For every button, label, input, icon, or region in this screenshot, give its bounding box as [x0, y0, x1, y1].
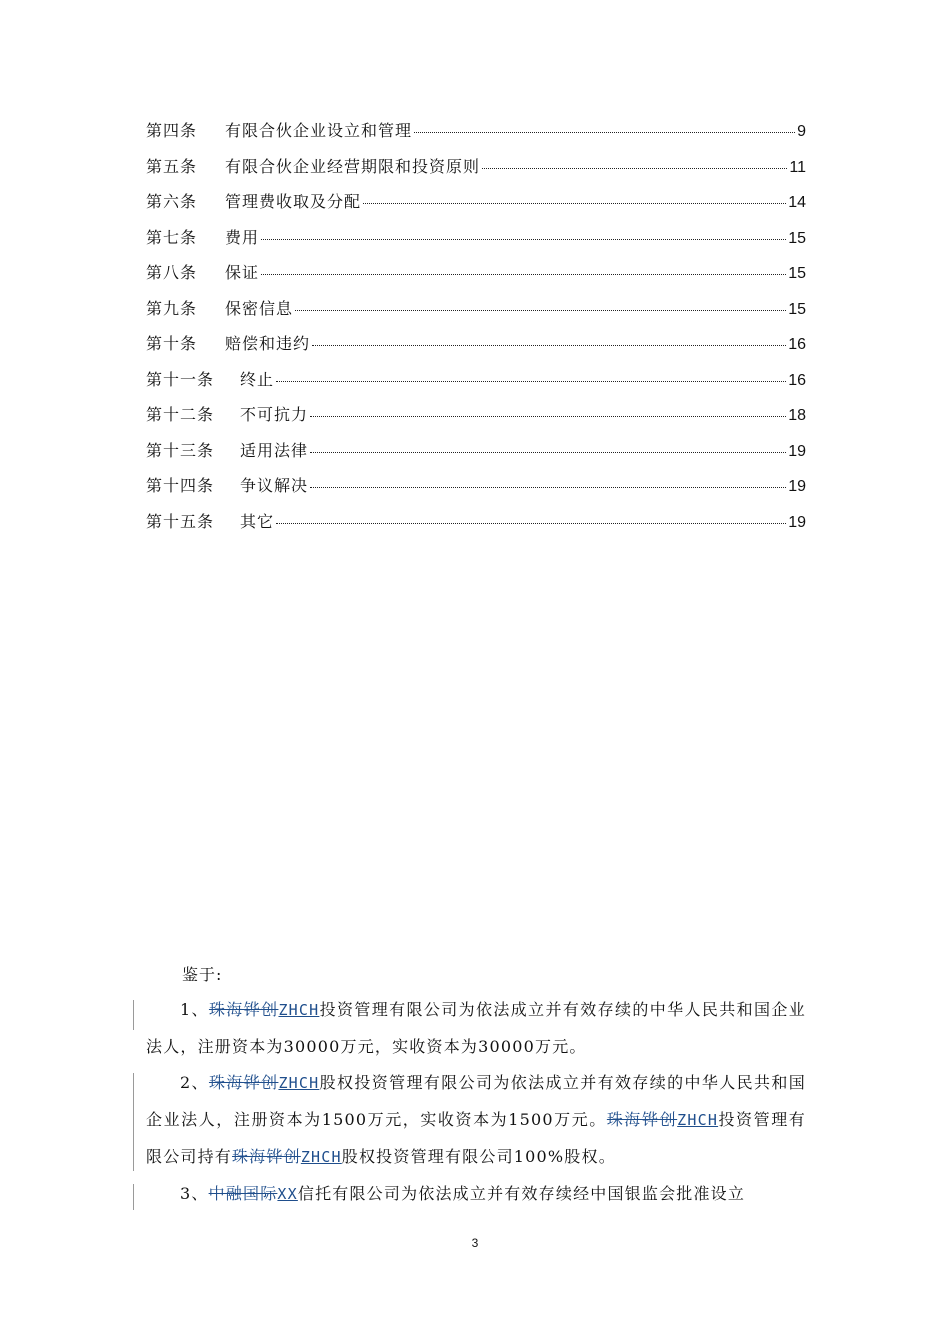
toc-article-number: 第十五条 — [146, 511, 215, 531]
toc-leader-dots — [261, 274, 786, 275]
toc-entry[interactable] — [146, 260, 806, 296]
toc-page-number: 11 — [789, 158, 806, 176]
inserted-text: ZHCH — [300, 1147, 342, 1166]
recital-2 — [146, 1065, 806, 1175]
inserted-text: XX — [277, 1184, 298, 1203]
toc-leader-dots — [295, 310, 786, 311]
toc-article-title: 费用 — [225, 227, 260, 247]
toc-page-number: 9 — [797, 123, 806, 140]
toc-article-title: 管理费收取及分配 — [225, 192, 362, 211]
toc-entry[interactable] — [146, 118, 806, 154]
recital-number: 3、 — [180, 1183, 209, 1203]
toc-leader-dots — [310, 487, 786, 488]
toc-page-number: 15 — [788, 265, 806, 282]
inserted-text: ZHCH — [278, 1001, 320, 1019]
toc-page-number: 15 — [788, 229, 806, 247]
toc-article-title: 有限合伙企业设立和管理 — [225, 121, 413, 140]
deleted-text: 珠海铧创 — [232, 1146, 301, 1166]
toc-page-number: 15 — [788, 300, 806, 318]
inserted-text: ZHCH — [278, 1074, 320, 1093]
toc-article-title: 适用法律 — [240, 440, 309, 460]
toc-article-title: 有限合伙企业经营期限和投资原则 — [225, 156, 481, 176]
change-bar — [133, 1000, 134, 1030]
change-bar — [133, 1184, 134, 1210]
deleted-text: 中融国际 — [208, 1183, 278, 1203]
toc-entry[interactable] — [146, 225, 806, 261]
toc-leader-dots — [414, 132, 795, 133]
toc-page-number: 14 — [788, 194, 806, 211]
recital-text: 信托有限公司为依法成立并有效存续经中国银监会批准设立 — [297, 1183, 746, 1203]
toc-article-number: 第十一条 — [146, 369, 215, 389]
toc-article-number: 第十二条 — [146, 405, 215, 424]
toc-entry[interactable] — [146, 509, 806, 545]
toc-leader-dots — [310, 452, 786, 453]
toc-article-title: 其它 — [240, 511, 275, 531]
recitals-heading: 鉴于: — [182, 965, 223, 984]
toc-article-title: 赔偿和违约 — [225, 334, 311, 353]
toc-page-number: 18 — [788, 407, 806, 424]
toc-entry[interactable] — [146, 296, 806, 332]
toc-article-title: 终止 — [240, 369, 275, 389]
recital-text: 股权投资管理有限公司100%股权。 — [341, 1146, 616, 1166]
toc-entry[interactable] — [146, 438, 806, 474]
toc-entry[interactable] — [146, 402, 806, 438]
toc-leader-dots — [482, 168, 787, 169]
recital-text: 投资管理有限公司为依法成立并有效存续的中华人民共和国企业法人，注册资本为30000万元，实收资本为30000万元。 — [146, 1000, 806, 1056]
deleted-text: 珠海铧创 — [606, 1110, 678, 1130]
toc-article-number: 第七条 — [146, 227, 198, 247]
toc-entry[interactable] — [146, 331, 806, 367]
recital-3 — [146, 1176, 806, 1213]
toc-page-number: 16 — [788, 336, 806, 353]
toc-entry[interactable] — [146, 189, 806, 225]
toc-page-number: 19 — [788, 513, 806, 531]
toc-article-number: 第八条 — [146, 263, 198, 282]
toc-article-number: 第四条 — [146, 121, 198, 140]
change-bar — [133, 1073, 134, 1171]
toc-page-number: 16 — [788, 371, 806, 389]
recital-text: 股权投资管理有限公司为依法成立并有效存续的中华人民共和国企业法人，注册资本为1500万元，实收资本为1500万元。 — [146, 1073, 806, 1130]
toc-article-number: 第十三条 — [146, 440, 215, 460]
toc-entry[interactable] — [146, 154, 806, 190]
toc-page-number: 19 — [788, 478, 806, 495]
toc-page-number: 19 — [788, 442, 806, 460]
toc-leader-dots — [363, 203, 786, 204]
toc-entry[interactable] — [146, 473, 806, 509]
toc-article-number: 第十条 — [146, 334, 198, 353]
toc-article-title: 保密信息 — [225, 298, 294, 318]
deleted-text: 珠海铧创 — [208, 1000, 279, 1019]
deleted-text: 珠海铧创 — [208, 1073, 279, 1093]
recital-1 — [146, 992, 806, 1065]
toc-leader-dots — [276, 523, 786, 524]
toc-leader-dots — [276, 381, 786, 382]
toc-leader-dots — [310, 416, 786, 417]
recital-text: 投资管理有限公司持有 — [146, 1110, 806, 1166]
toc-leader-dots — [261, 239, 786, 240]
table-of-contents — [146, 118, 806, 544]
toc-article-number: 第五条 — [146, 156, 198, 176]
toc-article-number: 第六条 — [146, 192, 198, 211]
recital-number: 2、 — [180, 1073, 209, 1093]
inserted-text: ZHCH — [677, 1111, 719, 1130]
toc-article-number: 第九条 — [146, 298, 198, 318]
toc-article-title: 争议解决 — [240, 476, 309, 495]
toc-entry[interactable] — [146, 367, 806, 403]
toc-leader-dots — [312, 345, 786, 346]
recital-number: 1、 — [180, 1000, 209, 1019]
toc-article-title: 保证 — [225, 263, 260, 282]
document-body — [146, 962, 806, 1212]
toc-article-number: 第十四条 — [146, 476, 215, 495]
toc-article-title: 不可抗力 — [240, 405, 309, 424]
page-number: 3 — [471, 1236, 479, 1250]
